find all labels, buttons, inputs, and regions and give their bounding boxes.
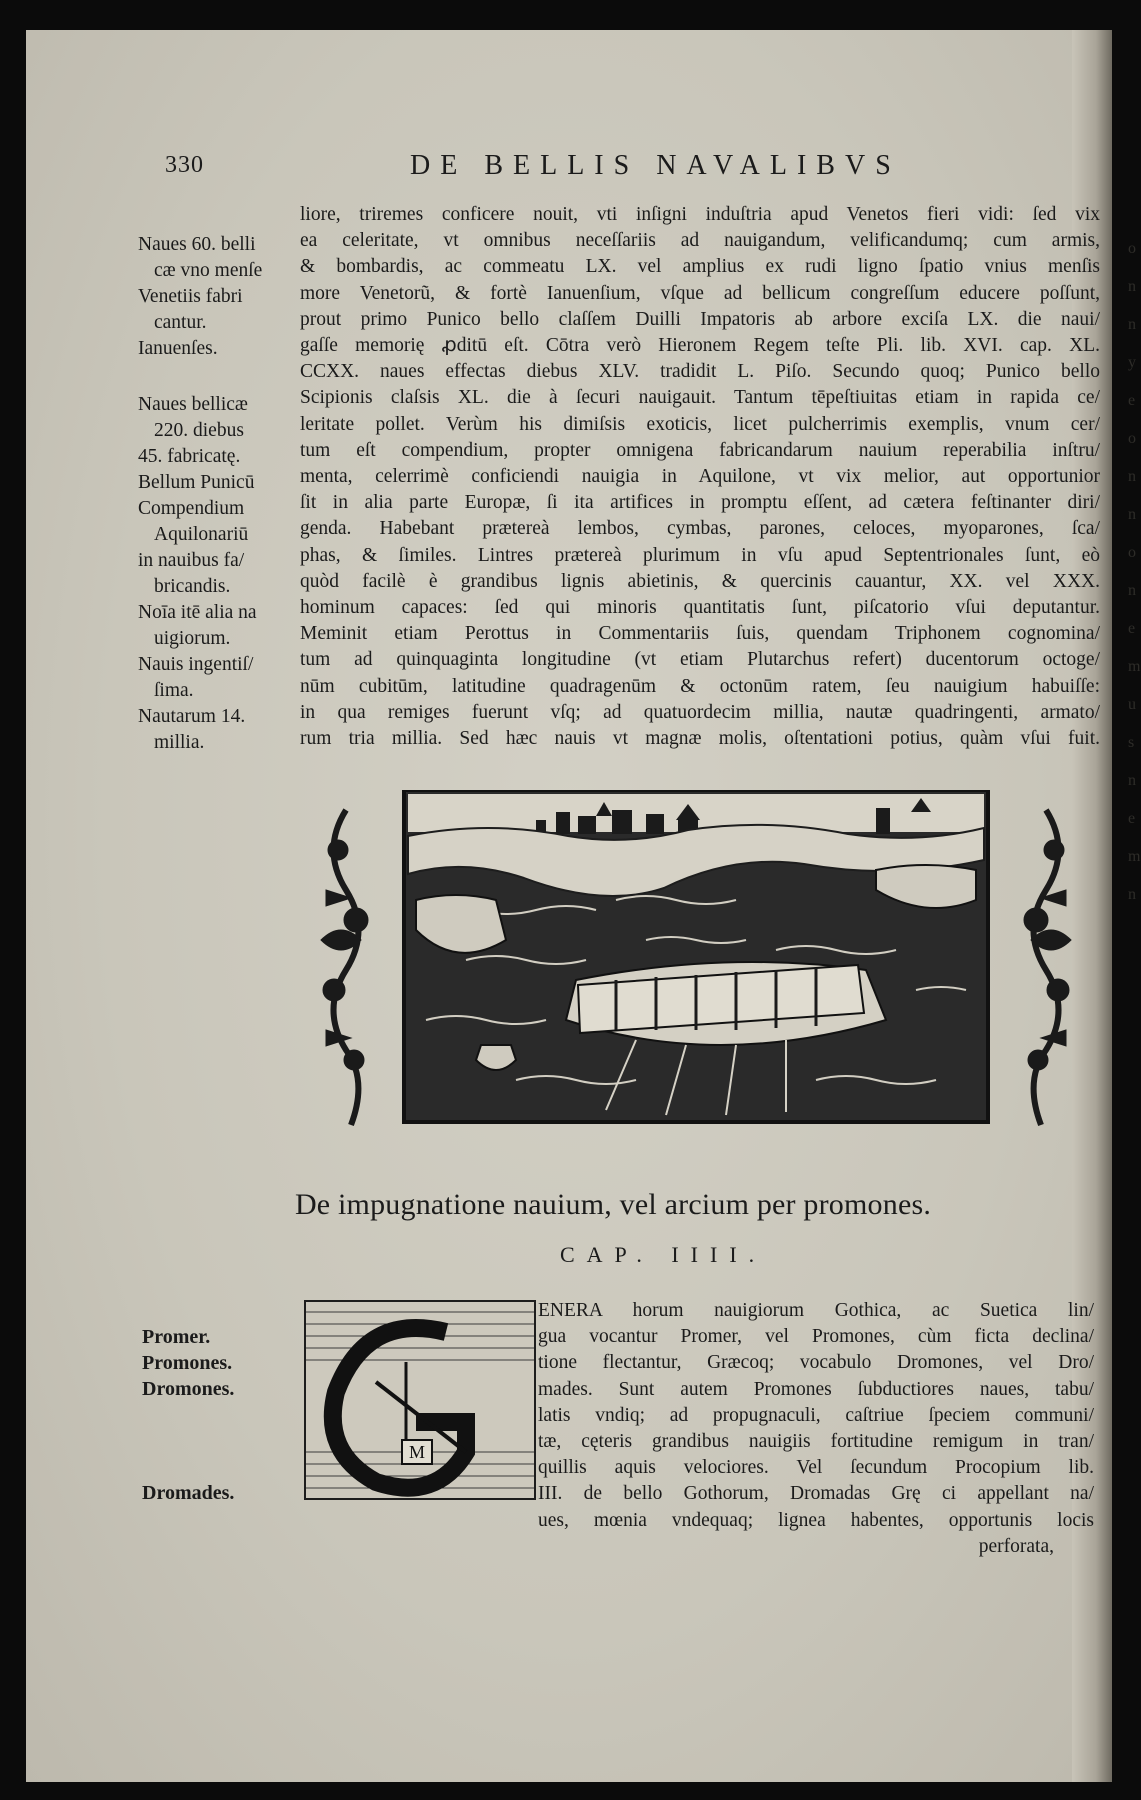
text-line: quòd facilè è grandibus lignis abietinis, & quercinis cauantur, XX. vel XXX. [300,570,1100,592]
margin-note-line: millia. [154,732,205,753]
chapter-caption: De impugnatione nauium, vel arcium per promones. [294,1188,932,1221]
text-line: in qua remiges fuerunt vſq; ad quatuordecim millia, nautæ quadringenti, armato/ [300,701,1100,723]
initial-woodcut [306,1302,534,1498]
text-line: ea celeritate, vt omnibus neceſſariis ad nauigandum, velificandumq; cum armis, [300,230,1100,252]
margin-note [138,548,244,600]
margin-note [138,232,262,284]
margin-note-line: Nauis ingentiſ/ [138,654,254,675]
margin-note-line: Naues bellicæ [138,394,248,415]
text-line: gaſſe memorię ꝓditū eſt. Cōtra verò Hieronem Regem teſte Pli. lib. XVI. cap. XL. [300,335,1100,357]
page-header [0,150,1141,190]
bleed-letter: n [1128,278,1136,295]
bleed-letter: o [1128,240,1136,257]
bleed-letter: n [1128,582,1136,599]
margin-note [138,600,257,652]
bleed-letter: e [1128,392,1136,409]
page-number: 330 [165,152,204,178]
running-title: DE BELLIS NAVALIBVS [410,150,901,181]
section-note: Promer. [142,1326,211,1348]
text-line: Meminit etiam Perottus in Commentariis ſuis, quendam Triphonem cognomina/ [300,623,1100,645]
text-line: CCXX. naues effectas diebus XLV. tradidit L. Piſo. Secundo quoq; Punico bello [300,361,1100,383]
margin-note-line: Naues 60. belli [138,234,256,255]
bleed-letter: e [1128,810,1136,827]
margin-note-line: uigiorum. [154,628,231,649]
margin-note-line: Compendium [138,498,245,519]
text-line: tæ, cęteris grandibus nauigiis fortitudine remigum in tran/ [538,1431,1094,1453]
margin-note-line: Ianuenſes. [138,338,218,359]
main-body-text [300,202,1100,752]
bleed-letter: n [1128,772,1136,789]
text-line: Scipionis claſsis XL. die à ſecuri nauigauit. Tantum tēpeſtiuitas etiam in rapida ce/ [300,387,1100,409]
margin-note-line: in nauibus fa/ [138,550,245,571]
bleed-letter: y [1128,354,1136,371]
margin-note-line: bricandis. [154,576,231,597]
text-line: menta, celerrimè conficiendi nauigia in Aquilone, vt vix melior, aut opportunior [300,466,1100,488]
margin-note [138,496,248,548]
text-line: ENERA horum nauigiorum Gothica, ac Suetica lin/ [538,1300,1094,1321]
chapter-paragraph [538,1298,1094,1560]
text-line: prout primo Punico bello claſſem Duilli Impatoris ab arbore exciſa LX. die naui/ [300,308,1100,330]
text-line: latis vndiq; ad propugnaculi, caſtriue ſpeciem communi/ [538,1404,1094,1426]
bleed-letter: n [1128,886,1136,903]
text-line: gua vocantur Promer, vel Promones, cùm ficta declina/ [538,1326,1094,1348]
text-line: quillis aquis velociores. Vel ſecundum Procopium lib. [538,1457,1094,1479]
margin-note [138,284,243,336]
margin-note-line: Noīa itē alia na [138,602,257,623]
margin-note-line: cæ vno menſe [154,260,263,281]
catchword: perforata, [978,1535,1054,1557]
text-line: III. de bello Gothorum, Dromadas Grę ci appellant na/ [538,1483,1094,1505]
bleed-letter: n [1128,468,1136,485]
margin-note [138,704,245,756]
margin-note-line: 45. fabricatę. [138,446,241,467]
margin-note-line: cantur. [154,312,207,333]
woodcut-illustration-ships [316,790,1076,1130]
margin-note-line: ſima. [154,680,194,701]
text-line: genda. Habebant prætereà lembos, cymbas, parones, celoces, myoparones, ſca/ [300,518,1100,540]
text-line: & bombardis, ac commeatu LX. vel amplius ex rudi ligno ſpatio vnius menſis [300,256,1100,278]
text-line: tione flectantur, Græcoq; vocabulo Dromones, vel Dro/ [538,1352,1094,1374]
margin-note-line: 220. diebus [154,420,244,441]
text-line: tum ad quinquaginta longitudine (vt etiam Plutarchus refert) ducentorum octoge/ [300,649,1100,671]
text-line: nūm cubitūm, latitudine quadragenūm & octonūm ratem, ſeu nauigium habuiſſe: [300,675,1100,697]
bleed-letter: n [1128,506,1136,523]
text-line: phas, & ſimiles. Lintres prætereà plurimum in vſu apud Septentrionales ſunt, eò [300,544,1100,566]
bleed-letter: o [1128,544,1136,561]
small-boat [476,1045,516,1070]
text-line: liore, triremes conficere nouit, vti inſigni induſtria apud Venetos fieri vidi: ſed vix [300,204,1100,225]
margin-note-line: Bellum Punicū [138,472,255,493]
bleed-letter: u [1128,696,1136,713]
chapter-number: CAP. IIII. [560,1242,767,1267]
bleed-letter: o [1128,430,1136,447]
margin-note-line: Nautarum 14. [138,706,246,727]
section-note: Dromones. [142,1378,235,1400]
decorated-initial [304,1300,536,1500]
woodcut-svg [316,790,1076,1130]
margin-note [138,392,248,444]
section-note: Dromades. [142,1482,235,1504]
bleed-letter: m [1128,848,1141,865]
bleed-letter: n [1128,316,1136,333]
bleed-letter: e [1128,620,1136,637]
margin-note-line: Venetiis fabri [138,286,243,307]
initial-monogram: M [408,1442,426,1462]
bleed-through-margin [1128,230,1141,914]
margin-note [138,336,218,362]
margin-note [138,652,253,704]
text-line: ues, mœnia vndequaq; lignea habentes, opportunis locis [538,1509,1094,1531]
bleed-letter: m [1128,658,1141,675]
text-line: rum tria millia. Sed hæc nauis vt magnæ molis, oſtentationi potius, quàm vſui fuit. [300,728,1100,750]
text-line: tum eſt compendium, propter omnigena fabricandarum nauium reperabilia inſtru/ [300,439,1100,461]
text-line: mades. Sunt autem Promones ſubductiores naues, tabu/ [538,1378,1094,1400]
text-line: hominum capaces: ſed qui minoris quantitatis ſunt, piſcatorio vſui deputantur. [300,597,1100,619]
left-ornament [321,810,368,1125]
right-ornament [1024,810,1071,1125]
text-line: more Venetorũ, & fortè Ianuenſium, vſque ad bellicum congreſſum educere poſſunt, [300,282,1100,304]
margin-note-line: Aquilonariū [154,524,249,545]
margin-note [138,444,240,470]
section-note: Promones. [142,1352,233,1374]
text-line: ſit in alia parte Europæ, ſi ita artifices in promptu eſſent, ad cætera feſtinanter diri/ [300,492,1100,514]
margin-note [138,470,254,496]
text-line: leritate pollet. Verùm his dimiſsis exoticis, licet pulcherrimis exemplis, vnum cer/ [300,413,1100,435]
bleed-letter: s [1128,734,1135,751]
